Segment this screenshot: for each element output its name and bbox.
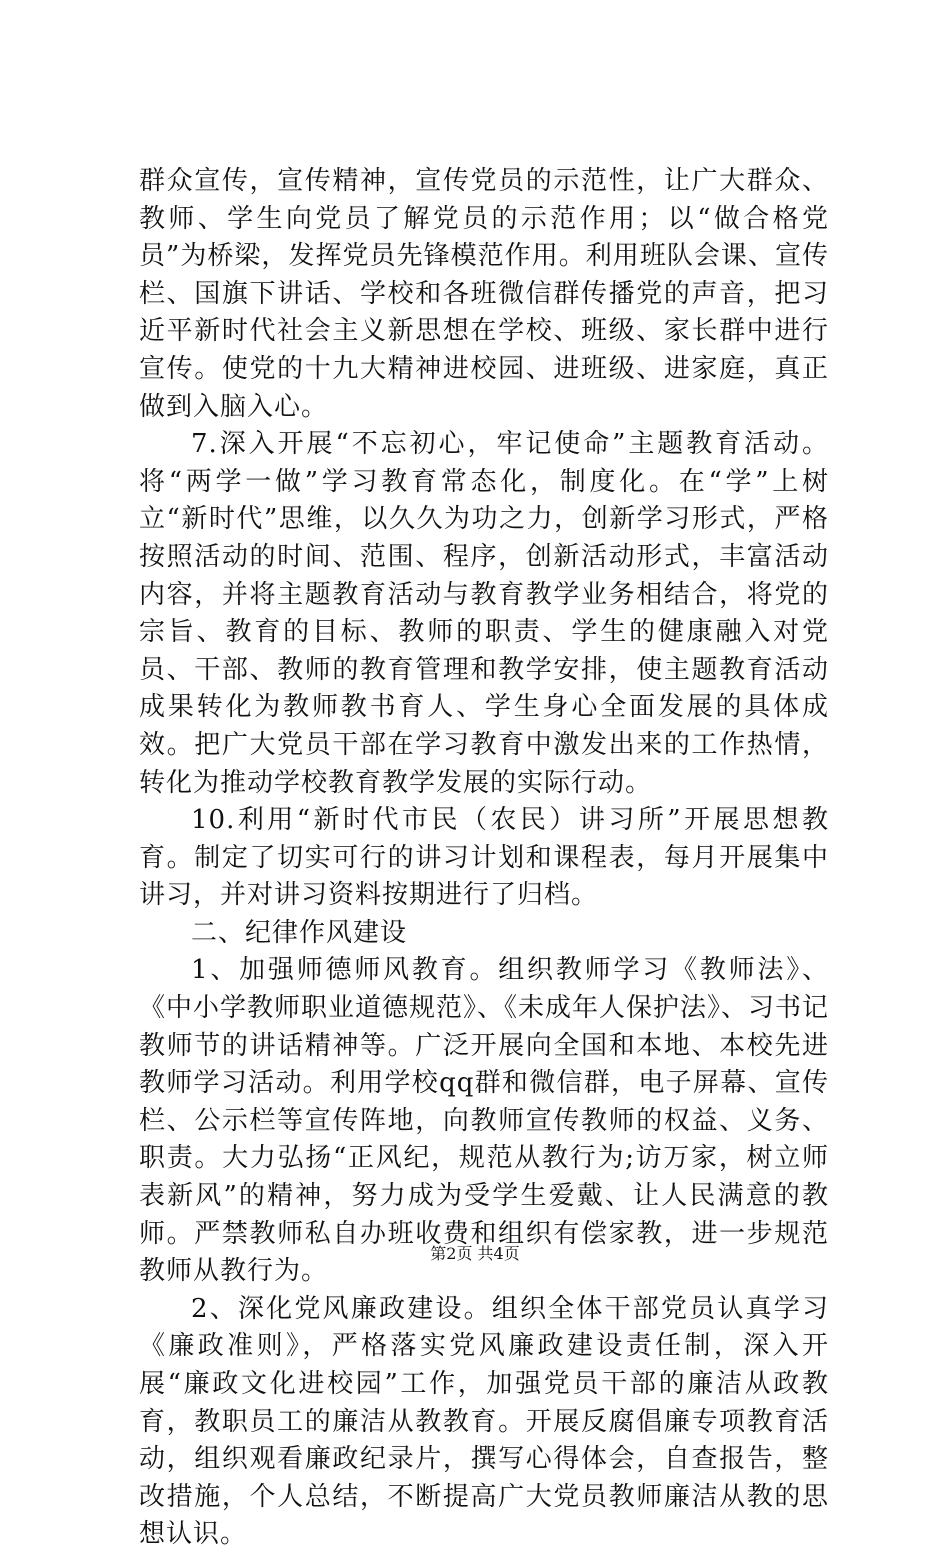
paragraph-item-10: 10.利用“新时代市民（农民）讲习所”开展思想教育。制定了切实可行的讲习计划和课程表，每月开展集中讲习，并对讲习资料按期进行了归档。 [139, 805, 829, 911]
document-body [139, 163, 829, 1554]
paragraph-item-7: 7.深入开展“不忘初心，牢记使命”主题教育活动。将“两学一做”学习教育常态化，制度化。在“学”上树立“新时代”思维，以久久为功之力，创新学习形式，严格按照活动的时间、范围、程序，创新活动形式，丰富活动内容，并将主题教育活动与教育教学业务相结合，将党的宗旨、教育的目标、教师的职责、学生的健康融入对党员、干部、教师的教育管理和教学安排，使主题教育活动成果转化为教师教书育人、学生身心全面发展的具体成效。把广大党员干部在学习教育中激发出来的工作热情，转化为推动学校教育教学发展的实际行动。 [139, 429, 829, 798]
paragraph-party-publicity: 群众宣传，宣传精神，宣传党员的示范性，让广大群众、教师、学生向党员了解党员的示范作用；以“做合格党员”为桥梁，发挥党员先锋模范作用。利用班队会课、宣传栏、国旗下讲话、学校和各班微信群传播党的声音，把习近平新时代社会主义新思想在学校、班级、家长群中进行宣传。使党的十九大精神进校园、进班级、进家庭，真正做到入脑入心。 [139, 166, 829, 422]
paragraph-integrity: 2、深化党风廉政建设。组织全体干部党员认真学习《廉政准则》，严格落实党风廉政建设责任制，深入开展“廉政文化进校园”工作，加强党员干部的廉洁从政教育，教职员工的廉洁从教教育。开展反腐倡廉专项教育活动，组织观看廉政纪录片，撰写心得体会，自查报告，整改措施，个人总结，不断提高广大党员教师廉洁从教的思想认识。 [139, 1293, 829, 1550]
paragraph-teacher-ethics: 1、加强师德师风教育。组织教师学习《教师法》、《中小学教师职业道德规范》、《未成年人保护法》、习书记教师节的讲话精神等。广泛开展向全国和本地、本校先进教师学习活动。利用学校qq群和微信群，电子屏幕、宣传栏、公示栏等宣传阵地，向教师宣传教师的权益、义务、职责。大力弘扬“正风纪，规范从教行为;访万家，树立师表新风”的精神，努力成为受学生爱戴、让人民满意的教师。严禁教师私自办班收费和组织有偿家教，进一步规范教师从教行为。 [139, 955, 830, 1287]
section-heading-discipline: 二、纪律作风建设 [191, 917, 408, 948]
page-footer: 第2页 共4页 [430, 1244, 520, 1263]
